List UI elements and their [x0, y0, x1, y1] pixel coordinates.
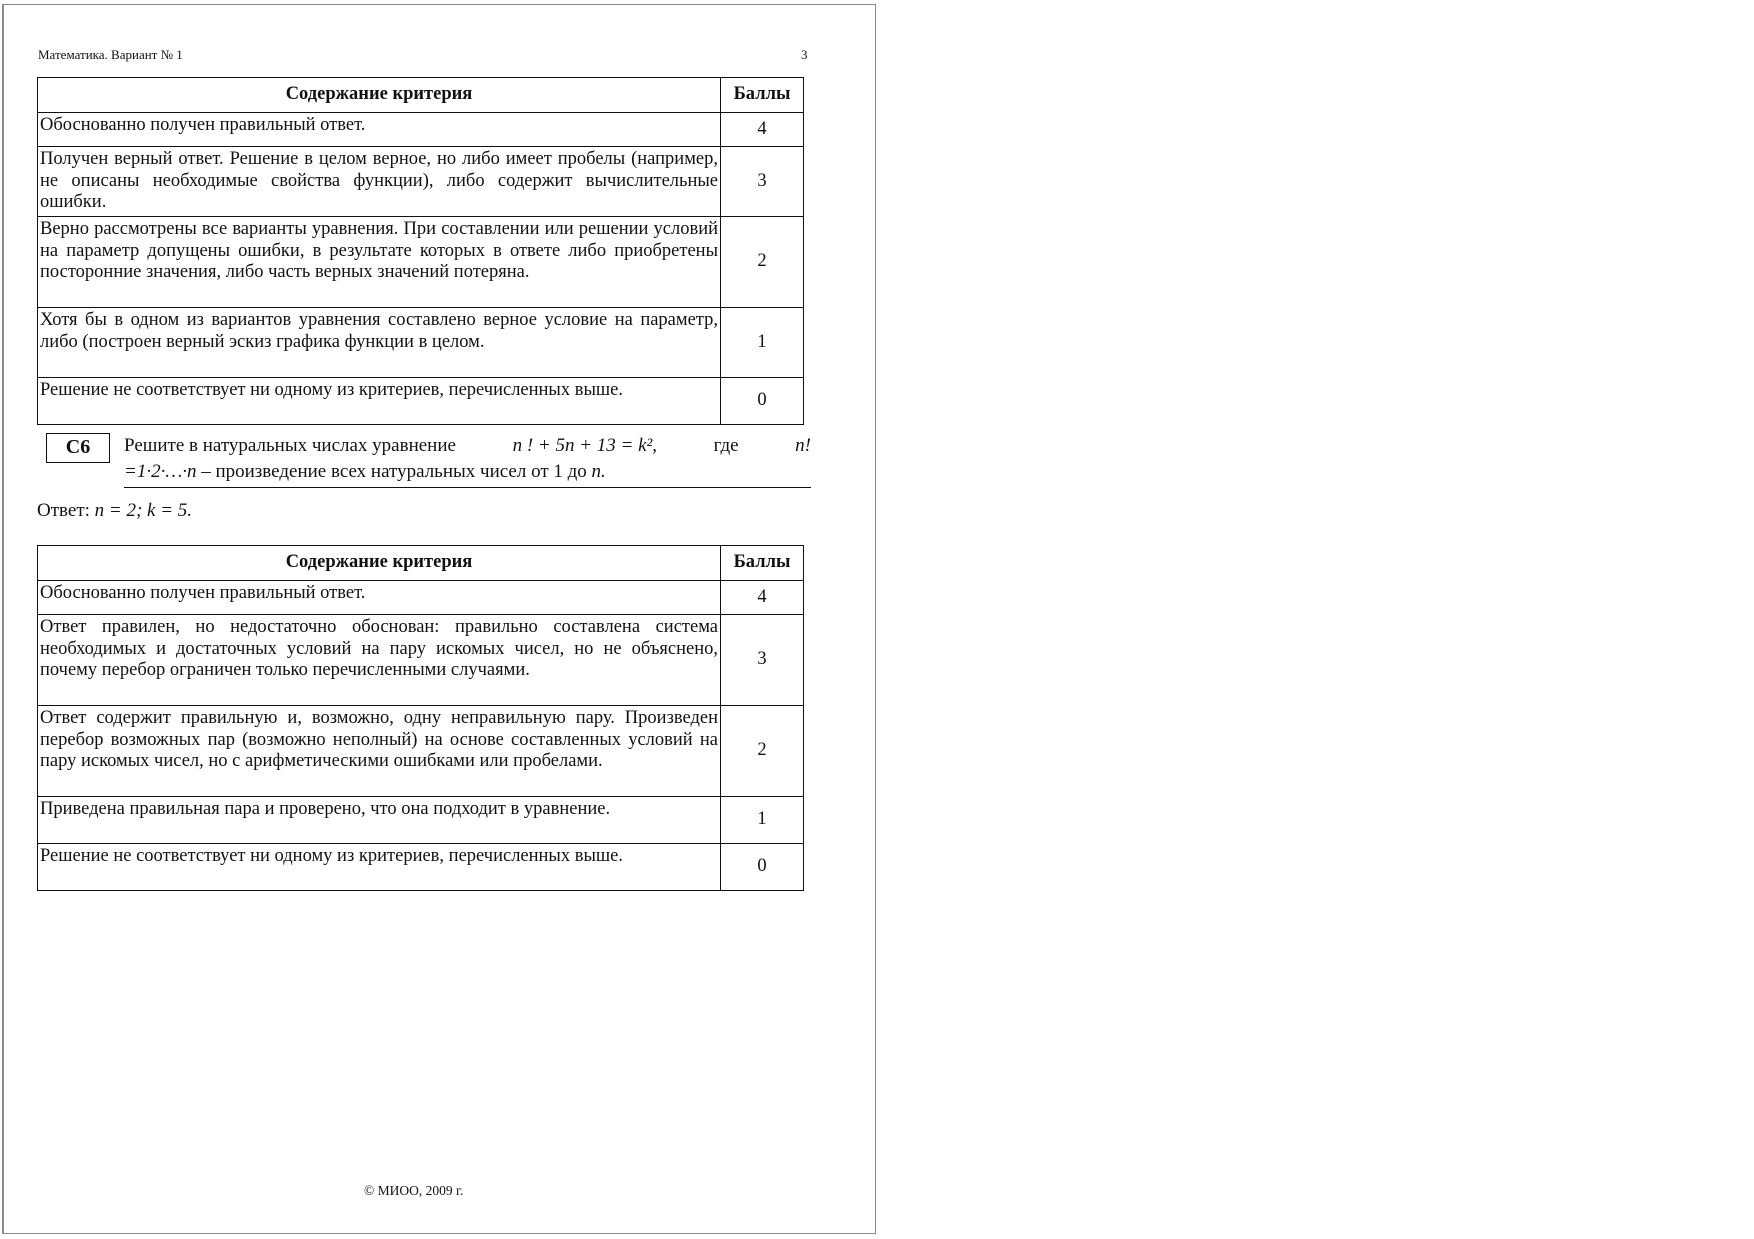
criterion-text: Верно рассмотрены все варианты уравнения. При составлении или решении условий на параметр допущены ошибки, в результате которых в ответе либо приобретены посторонние значения, либо часть верных значений потеряна.	[38, 217, 721, 308]
criterion-text: Решение не соответствует ни одному из критериев, перечисленных выше.	[38, 378, 721, 425]
criterion-points: 2	[721, 706, 804, 797]
criterion-text: Обоснованно получен правильный ответ.	[38, 113, 721, 147]
criterion-points: 2	[721, 217, 804, 308]
table-row	[38, 797, 804, 844]
task-definition: – произведение всех натуральных чисел от 1 до	[201, 461, 587, 482]
running-header-subject: Математика. Вариант № 1	[38, 47, 183, 62]
answer	[37, 500, 192, 522]
document-page	[2, 4, 876, 1234]
criterion-points: 1	[721, 797, 804, 844]
task-label: С6	[46, 433, 110, 463]
criterion-points: 4	[721, 113, 804, 147]
criterion-text: Приведена правильная пара и проверено, что она подходит в уравнение.	[38, 797, 721, 844]
task-n-end: n.	[591, 461, 606, 482]
criterion-points: 4	[721, 581, 804, 615]
task-line-1	[124, 433, 811, 459]
criterion-text: Ответ содержит правильную и, возможно, одну неправильную пару. Произведен перебор возможных пар (возможно неполный) на основе составленных условий на пару искомых чисел, но с арифметическими ошибками или пробелами.	[38, 706, 721, 797]
table-row	[38, 615, 804, 706]
criterion-points: 0	[721, 844, 804, 891]
criterion-text: Ответ правилен, но недостаточно обоснован: правильно составлена система необходимых и достаточных условий на пару искомых чисел, но не объяснено, почему перебор ограничен только перечисленными случаями.	[38, 615, 721, 706]
task-product: =1·2·…·n	[124, 461, 197, 482]
criterion-points: 1	[721, 308, 804, 378]
table-row	[38, 147, 804, 217]
task-equation: n ! + 5n + 13 = k²,	[512, 435, 657, 456]
answer-label: Ответ:	[37, 500, 90, 521]
task-where: где	[713, 435, 739, 456]
table-row	[38, 217, 804, 308]
table-row	[38, 113, 804, 147]
task-line-2	[124, 459, 811, 485]
criterion-points: 3	[721, 615, 804, 706]
criterion-points: 0	[721, 378, 804, 425]
footer-copyright: © МИОО, 2009 г.	[364, 1183, 464, 1198]
criterion-text: Решение не соответствует ни одному из критериев, перечисленных выше.	[38, 844, 721, 891]
answer-value: n = 2; k = 5.	[94, 500, 193, 521]
column-header-content: Содержание критерия	[38, 78, 721, 113]
table-row	[38, 378, 804, 425]
task-statement	[124, 433, 811, 488]
column-header-points: Баллы	[721, 78, 804, 113]
task-intro: Решите в натуральных числах уравнение	[124, 435, 456, 456]
task-c6	[46, 431, 811, 491]
table-row	[38, 706, 804, 797]
criterion-text: Обоснованно получен правильный ответ.	[38, 581, 721, 615]
column-header-points: Баллы	[721, 546, 804, 581]
table-row	[38, 844, 804, 891]
column-header-content: Содержание критерия	[38, 546, 721, 581]
criteria-table-2	[37, 545, 804, 891]
criterion-text: Получен верный ответ. Решение в целом верное, но либо имеет пробелы (например, не описаны необходимые свойства функции), либо содержит вычислительные ошибки.	[38, 147, 721, 217]
table-header-row	[38, 78, 804, 113]
table-row	[38, 308, 804, 378]
criterion-text: Хотя бы в одном из вариантов уравнения составлено верное условие на параметр, либо (построен верный эскиз графика функции в целом.	[38, 308, 721, 378]
page-number: 3	[801, 47, 808, 62]
criteria-table-1	[37, 77, 804, 425]
criterion-points: 3	[721, 147, 804, 217]
table-row	[38, 581, 804, 615]
task-n-factorial: n!	[795, 435, 811, 456]
table-header-row	[38, 546, 804, 581]
